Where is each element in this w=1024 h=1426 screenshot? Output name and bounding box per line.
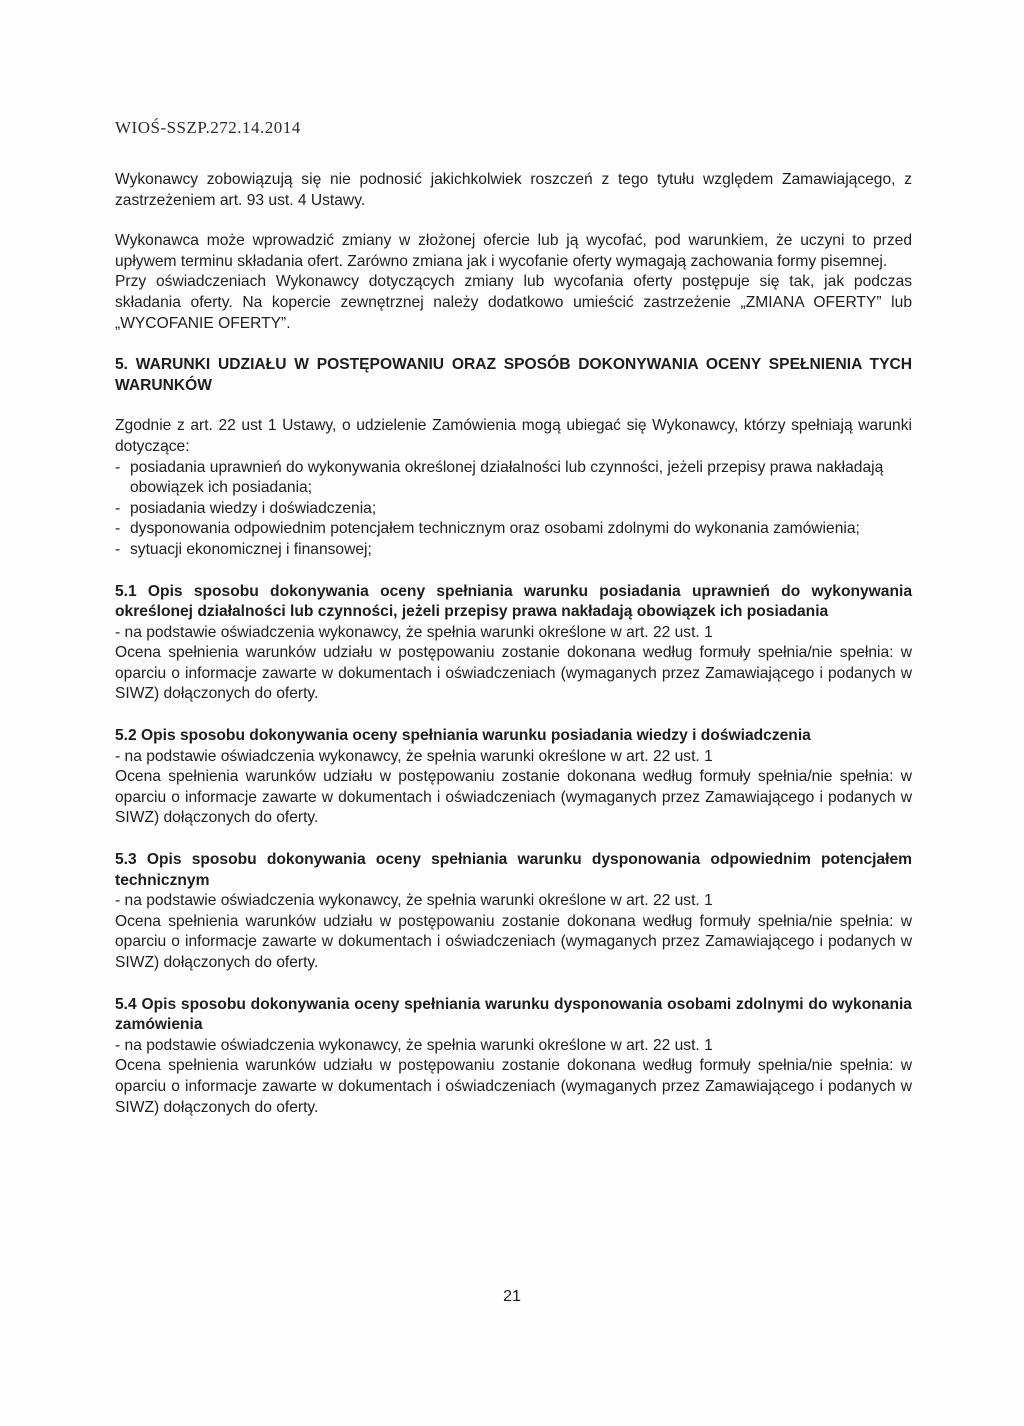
list-item	[115, 499, 912, 520]
list-item	[115, 519, 912, 540]
list-item-text: posiadania wiedzy i doświadczenia;	[130, 499, 377, 517]
subsection-5-3-heading: 5.3 Opis sposobu dokonywania oceny spełniania warunku dysponowania odpowiednim potencjałem technicznym	[115, 851, 912, 889]
list-item-text: sytuacji ekonomicznej i finansowej;	[130, 540, 372, 558]
section-5-intro: Zgodnie z art. 22 ust 1 Ustawy, o udzielenie Zamówienia mogą ubiegać się Wykonawcy, którzy spełniają warunki dotyczące:	[115, 417, 912, 455]
subsection-5-2-heading: 5.2 Opis sposobu dokonywania oceny spełniania warunku posiadania wiedzy i doświadczenia	[115, 727, 811, 745]
conditions-list	[115, 458, 912, 561]
list-dash: -	[115, 520, 121, 538]
subsection-5-4-basis: - na podstawie oświadczenia wykonawcy, że spełnia warunki określone w art. 22 ust. 1	[115, 1036, 713, 1054]
subsection-5-1-evaluation: Ocena spełnienia warunków udziału w postępowaniu zostanie dokonana według formuły spełnia/nie spełnia: w oparciu o informacje zawarte w dokumentach i oświadczeniach (wymaganych przez Zamawiającego i podanych w SIWZ) dołączonych do oferty.	[115, 644, 912, 703]
list-item	[115, 458, 912, 499]
section-5-heading: 5. WARUNKI UDZIAŁU W POSTĘPOWANIU ORAZ SPOSÓB DOKONYWANIA OCENY SPEŁNIENIA TYCH WARUNKÓW	[115, 356, 912, 394]
subsection-5-4-heading: 5.4 Opis sposobu dokonywania oceny spełniania warunku dysponowania osobami zdolnymi do wykonania zamówienia	[115, 995, 912, 1034]
list-item	[115, 540, 912, 561]
list-dash: -	[115, 540, 121, 558]
list-dash: -	[115, 458, 121, 476]
paragraph-offer-changes: Wykonawca może wprowadzić zmiany w złożonej ofercie lub ją wycofać, pod warunkiem, że uczyni to przed upływem terminu składania ofert. Zarówno zmiana jak i wycofanie oferty wymagają zachowania formy pisemnej.	[115, 232, 912, 270]
subsection-5-4-evaluation: Ocena spełnienia warunków udziału w postępowaniu zostanie dokonana według formuły spełnia/nie spełnia: w oparciu o informacje zawarte w dokumentach i oświadczeniach (wymaganych przez Zamawiającego i podanych w SIWZ) dołączonych do oferty.	[115, 1057, 912, 1116]
list-dash: -	[115, 499, 121, 517]
subsection-5-2-evaluation: Ocena spełnienia warunków udziału w postępowaniu zostanie dokonana według formuły spełnia/nie spełnia: w oparciu o informacje zawarte w dokumentach i oświadczeniach (wymaganych przez Zamawiającego i podanych w SIWZ) dołączonych do oferty.	[115, 768, 912, 827]
document-reference: WIOŚ-SSZP.272.14.2014	[115, 118, 301, 137]
list-item-text: dysponowania odpowiednim potencjałem technicznym oraz osobami zdolnymi do wykonania zamówienia;	[130, 520, 860, 538]
subsection-5-1-heading: 5.1 Opis sposobu dokonywania oceny spełniania warunku posiadania uprawnień do wykonywania określonej działalności lub czynności, jeżeli przepisy prawa nakładają obowiązek ich posiadania	[115, 582, 912, 621]
paragraph-claims-waiver: Wykonawcy zobowiązują się nie podnosić jakichkolwiek roszczeń z tego tytułu względem Zamawiającego, z zastrzeżeniem art. 93 ust. 4 Ustawy.	[115, 171, 912, 209]
page-number: 21	[503, 1288, 521, 1305]
subsection-5-2-basis: - na podstawie oświadczenia wykonawcy, że spełnia warunki określone w art. 22 ust. 1	[115, 747, 713, 765]
document-body	[115, 170, 912, 1118]
subsection-5-3-evaluation: Ocena spełnienia warunków udziału w postępowaniu zostanie dokonana według formuły spełnia/nie spełnia: w oparciu o informacje zawarte w dokumentach i oświadczeniach (wymaganych przez Zamawiającego i podanych w SIWZ) dołączonych do oferty.	[115, 912, 912, 971]
paragraph-offer-withdrawal: Przy oświadczeniach Wykonawcy dotyczących zmiany lub wycofania oferty postępuje się tak, jak podczas składania oferty. Na kopercie zewnętrznej należy dodatkowo umieścić zastrzeżenie „ZMIANA OFERTY” lub „WYCOFANIE OFERTY”.	[115, 273, 912, 332]
subsection-5-3-basis: - na podstawie oświadczenia wykonawcy, że spełnia warunki określone w art. 22 ust. 1	[115, 892, 713, 910]
list-item-text: posiadania uprawnień do wykonywania określonej działalności lub czynności, jeżeli przepisy prawa nakładają obowiązek ich posiadania;	[130, 458, 884, 497]
subsection-5-1-basis: - na podstawie oświadczenia wykonawcy, że spełnia warunki określone w art. 22 ust. 1	[115, 623, 713, 641]
